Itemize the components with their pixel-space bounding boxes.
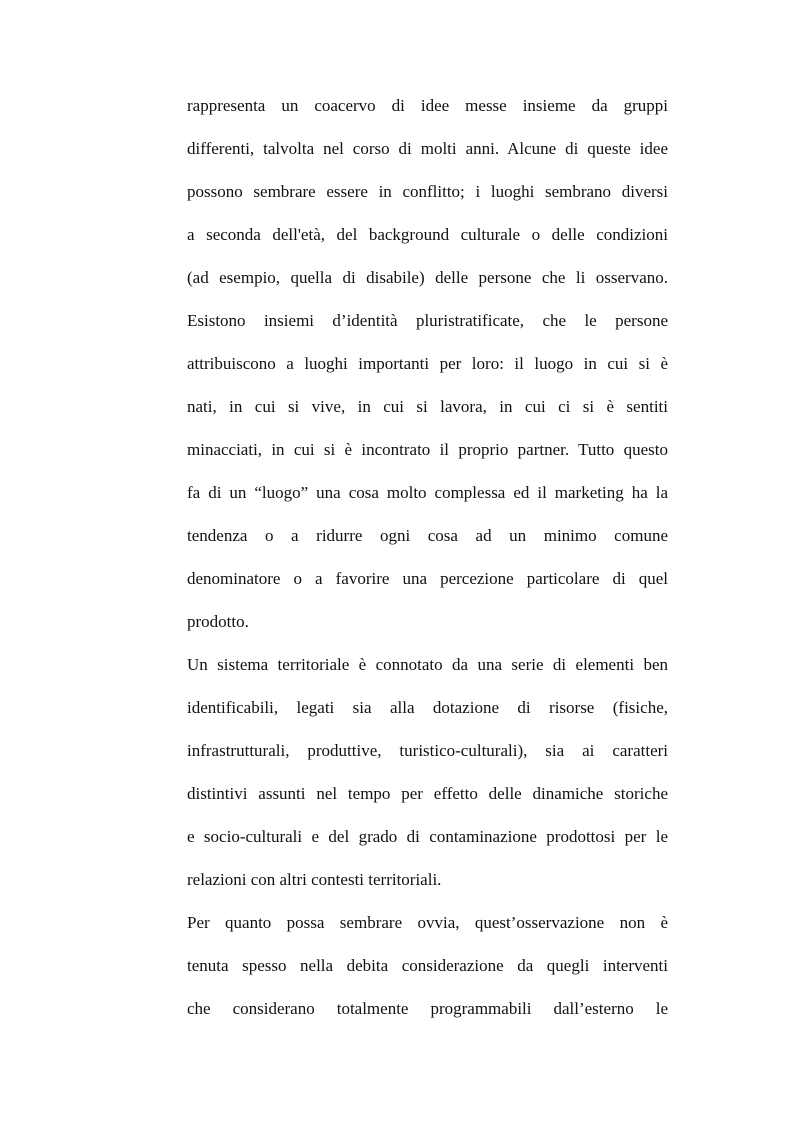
text-line: tenuta spesso nella debita considerazione da quegli interventi: [187, 956, 668, 975]
text-line: prodotto.: [187, 612, 249, 631]
text-line: nati, in cui si vive, in cui si lavora, in cui ci si è sentiti: [187, 397, 668, 416]
text-line: infrastrutturali, produttive, turistico-culturali), sia ai caratteri: [187, 741, 668, 760]
text-line: tendenza o a ridurre ogni cosa ad un minimo comune: [187, 526, 668, 545]
text-line: a seconda dell'età, del background culturale o delle condizioni: [187, 225, 668, 244]
text-line: e socio-culturali e del grado di contaminazione prodottosi per le: [187, 827, 668, 846]
text-line: relazioni con altri contesti territoriali.: [187, 870, 442, 889]
text-line: minacciati, in cui si è incontrato il proprio partner. Tutto questo: [187, 440, 668, 459]
text-line: (ad esempio, quella di disabile) delle persone che li osservano.: [187, 268, 668, 287]
text-line: differenti, talvolta nel corso di molti anni. Alcune di queste idee: [187, 139, 668, 158]
text-line: attribuiscono a luoghi importanti per loro: il luogo in cui si è: [187, 354, 668, 373]
text-line: fa di un “luogo” una cosa molto complessa ed il marketing ha la: [187, 483, 668, 502]
text-line: identificabili, legati sia alla dotazione di risorse (fisiche,: [187, 698, 668, 717]
text-line: Un sistema territoriale è connotato da una serie di elementi ben: [187, 655, 668, 674]
text-line: Per quanto possa sembrare ovvia, quest’osservazione non è: [187, 913, 668, 932]
text-line: che considerano totalmente programmabili dall’esterno le: [187, 999, 668, 1018]
text-line: possono sembrare essere in conflitto; i luoghi sembrano diversi: [187, 182, 668, 201]
text-line: rappresenta un coacervo di idee messe insieme da gruppi: [187, 96, 668, 115]
text-line: Esistono insiemi d’identità pluristratificate, che le persone: [187, 311, 668, 330]
text-line: denominatore o a favorire una percezione particolare di quel: [187, 569, 668, 588]
text-line: distintivi assunti nel tempo per effetto delle dinamiche storiche: [187, 784, 668, 803]
